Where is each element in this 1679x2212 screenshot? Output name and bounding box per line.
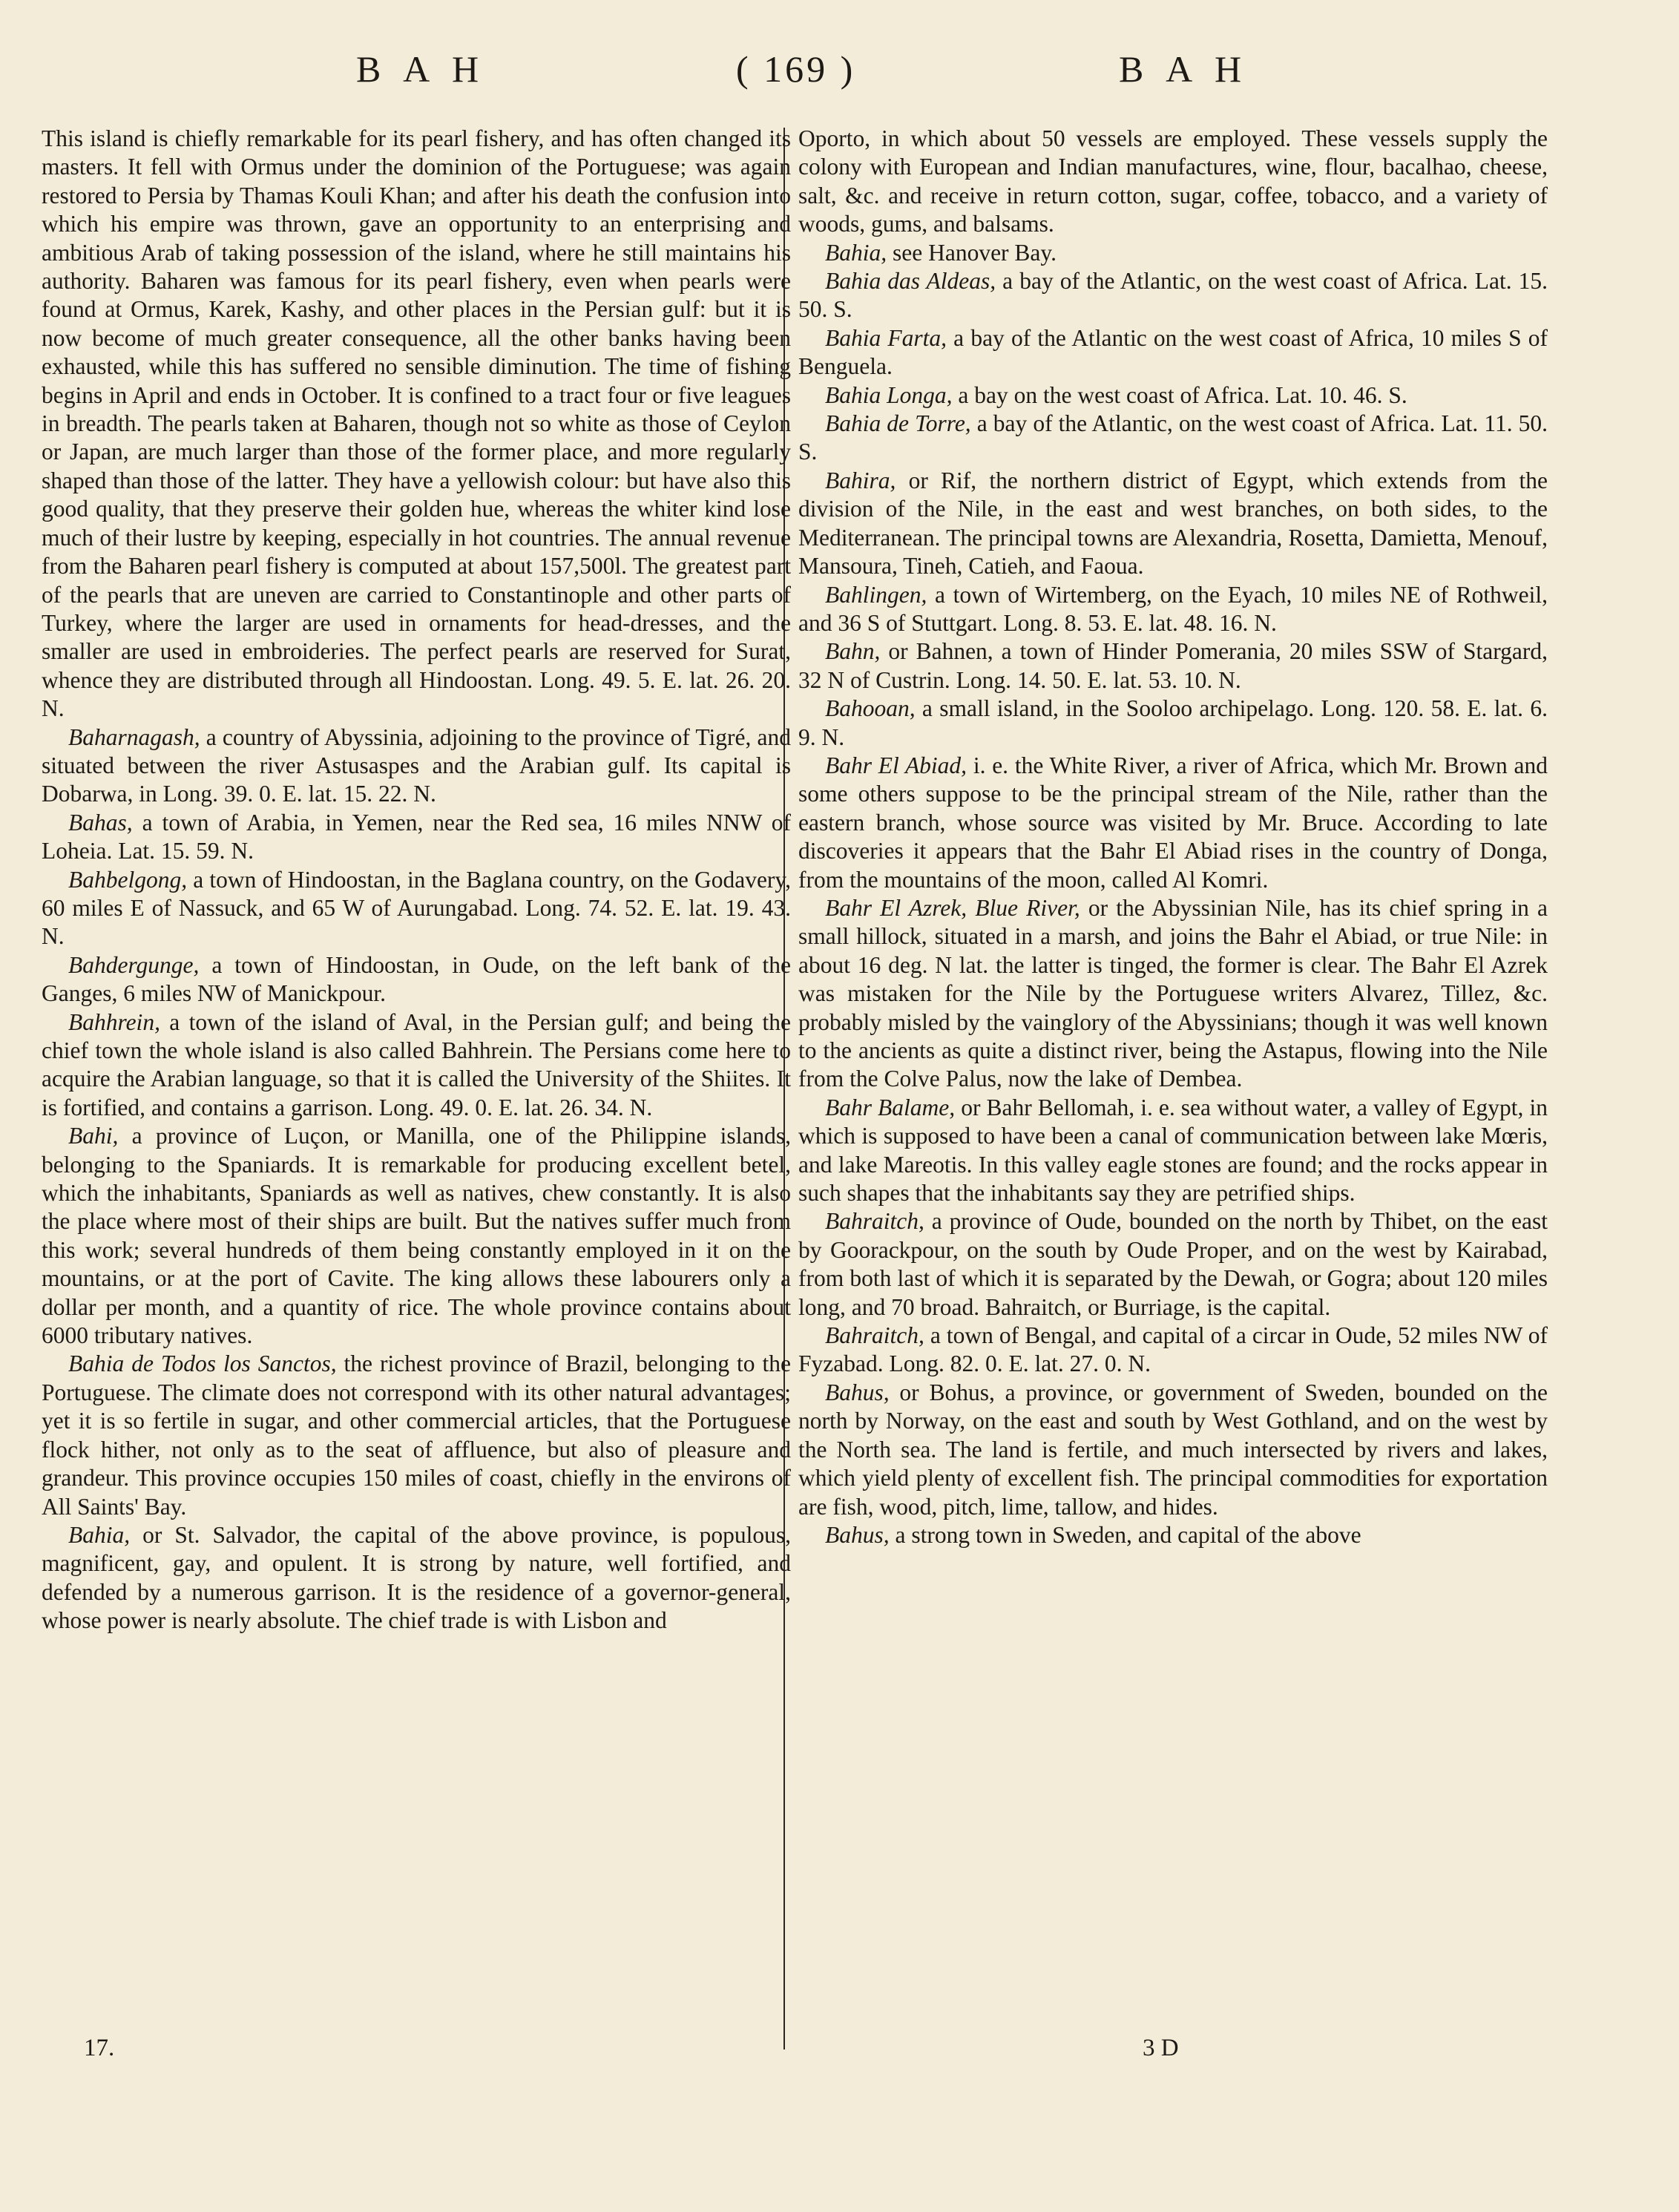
entry-text: a bay on the west coast of Africa. Lat. 10. 46. S. — [952, 381, 1407, 408]
entry — [798, 467, 1548, 581]
entry-headword: Bahlingen, — [825, 581, 927, 608]
entry — [42, 809, 791, 866]
entry-headword: Baharnagash, — [68, 723, 200, 750]
entry — [42, 1521, 791, 1635]
entry-headword: Bahraitch, — [825, 1322, 924, 1349]
page-number: ( 169 ) — [736, 48, 856, 90]
entry-headword: Bahia, — [825, 239, 887, 266]
entry — [798, 1094, 1548, 1208]
entry-text: or Bohus, a province, or government of Sweden, bounded on the north by Norway, on the east and south by West Gothland, and on the west by the North sea. The land is fertile, and much intersected by rivers and lakes, which yield plenty of excellent fish. The principal commodities for exportation are fish, wood, pitch, lime, tallow, and hides. — [798, 1379, 1548, 1520]
entry-text: a province of Luçon, or Manilla, one of the Philippine islands, belonging to the Spaniards. It is remarkable for producing excellent betel, which the inhabitants, Spaniards as well as natives, chew constantly. It is also the place where most of their ships are built. But the natives suffer much from this work; several hundreds of them being constantly employed in it on the mountains, or at the port of Cavite. The king allows these labourers only a dollar per month, and a quantity of rice. The whole province contains about 6000 tributary natives. — [42, 1123, 791, 1349]
entry-text: a small island, in the Sooloo archipelago. Long. 120. 58. E. lat. 6. 9. N. — [798, 695, 1548, 750]
entry-text: a bay of the Atlantic, on the west coast of Africa. Lat. 11. 50. S. — [798, 410, 1548, 465]
entry-text: a town of Bengal, and capital of a circar in Oude, 52 miles NW of Fyzabad. Long. 82. 0. E. lat. 27. 0. N. — [798, 1322, 1548, 1377]
entry — [798, 1379, 1548, 1521]
signature-mark-right: 3 D — [1143, 2035, 1179, 2061]
right-column — [798, 125, 1548, 1549]
entry-headword: Bahhrein, — [68, 1008, 160, 1035]
entry-continuation — [798, 125, 1548, 239]
entry-text: a town of Arabia, in Yemen, near the Red sea, 16 miles NNW of Loheia. Lat. 15. 59. N. — [42, 809, 791, 864]
entry — [798, 695, 1548, 752]
entry-headword: Bahas, — [68, 809, 133, 836]
entry — [798, 239, 1548, 267]
entry-text: a bay of the Atlantic, on the west coast of Africa. Lat. 15. 50. S. — [798, 268, 1548, 323]
entry — [42, 723, 791, 809]
signature-mark-left: 17. — [84, 2035, 115, 2061]
entry — [42, 1008, 791, 1123]
entry — [42, 866, 791, 951]
entry — [798, 752, 1548, 894]
entry — [798, 1521, 1548, 1549]
entry-headword: Bahr Balame, — [825, 1094, 956, 1120]
entry — [798, 267, 1548, 324]
entry — [42, 951, 791, 1008]
entry — [798, 410, 1548, 467]
entry-headword: Bahira, — [825, 467, 896, 493]
entry-text: a province of Oude, bounded on the north by Thibet, on the east by Goorackpour, on the south by Oude Proper, and on the west by Kairabad, from both last of which it is separated by the Dewah, or Gogra; about 120 miles long, and 70 broad. Bahraitch, or Burriage, is the capital. — [798, 1208, 1548, 1320]
entry-headword: Bahn, — [825, 638, 881, 665]
entry-text: i. e. the White River, a river of Africa, which Mr. Brown and some others suppose to be the principal stream of the Nile, rather than the eastern branch, whose source was visited by Mr. Bruce. According to late discoveries it appears that the Bahr El Abiad rises in the country of Donga, from the mountains of the moon, called Al Komri. — [798, 752, 1548, 893]
entry-headword: Bahus, — [825, 1379, 890, 1405]
entry-text: or Bahnen, a town of Hinder Pomerania, 20 miles SSW of Stargard, 32 N of Custrin. Long. 14. 50. E. lat. 53. 10. N. — [798, 638, 1548, 693]
entry-text: a strong town in Sweden, and capital of the above — [889, 1521, 1361, 1548]
entry-text: the richest province of Brazil, belonging to the Portuguese. The climate does not correspond with its other natural advantages; yet it is so fertile in sugar, and other commercial articles, that the Portuguese flock hither, not only as to the seat of affluence, but also of pleasure and grandeur. This province occupies 150 miles of coast, chiefly in the environs of All Saints' Bay. — [42, 1350, 791, 1520]
entry-text: a town of Wirtemberg, on the Eyach, 10 miles NE of Rothweil, and 36 S of Stuttgart. Long. 8. 53. E. lat. 48. 16. N. — [798, 581, 1548, 636]
entry-headword: Bahooan, — [825, 695, 916, 722]
entry-headword: Bahia Farta, — [825, 324, 947, 351]
entry-headword: Bahraitch, — [825, 1208, 924, 1235]
entry — [798, 324, 1548, 381]
entry — [798, 1322, 1548, 1379]
entry-headword: Bahr El Abiad, — [825, 752, 967, 778]
entry-headword: Bahia das Aldeas, — [825, 268, 996, 295]
entry-text: a town of Hindoostan, in Oude, on the left bank of the Ganges, 6 miles NW of Manickpour. — [42, 951, 791, 1007]
entry-text: This island is chiefly remarkable for its pearl fishery, and has often changed its masters. It fell with Ormus under the dominion of the Portuguese; was again restored to Persia by Thamas Kouli Khan; and after his death the confusion into which his empire was thrown, gave an opportunity to an enterprising and ambitious Arab of taking possession of the island, where he still maintains his authority. Baharen was famous for its pearl fishery, even when pearls were found at Ormus, Karek, Kashy, and other places in the Persian gulf: but it is now become of much greater consequence, all the other banks having been exhausted, while this has suffered no sensible diminution. The time of fishing begins in April and ends in October. It is confined to a tract four or five leagues in breadth. The pearls taken at Baharen, though not so white as those of Ceylon or Japan, are much larger than those of the former place, and more regularly shaped than those of the latter. They have a yellowish colour: but have also this good quality, that they preserve their golden hue, whereas the whiter kind lose much of their lustre by keeping, especially in hot countries. The annual revenue from the Baharen pearl fishery is computed at about 157,500l. The greatest part of the pearls that are uneven are carried to Constantinople and other parts of Turkey, where the larger are used in ornaments for head-dresses, and the smaller are used in embroideries. The perfect pearls are reserved for Surat, whence they are distributed through all Hindoostan. Long. 49. 5. E. lat. 26. 20. N. — [42, 125, 791, 722]
entry-headword: Bahr El Azrek, Blue River, — [825, 894, 1080, 921]
entry-text: or the Abyssinian Nile, has its chief spring in a small hillock, situated in a marsh, and joins the Bahr el Abiad, or true Nile: in about 16 deg. N lat. the latter is tinged, the former is clear. The Bahr El Azrek was mistaken for the Nile by the Portuguese writers Alvarez, Tillez, &c. probably misled by the vainglory of the Abyssinians; though it was well known to the ancients as quite a distinct river, being the Astapus, flowing into the Nile from the Colve Palus, now the lake of Dembea. — [798, 894, 1548, 1092]
entry — [798, 894, 1548, 1094]
left-column — [42, 125, 791, 1635]
running-head-left: B A H — [356, 48, 487, 90]
entry-text: a town of the island of Aval, in the Persian gulf; and being the chief town the whole island is also called Bahhrein. The Persians come here to acquire the Arabian language, so that it is called the University of the Shiites. It is fortified, and contains a garrison. Long. 49. 0. E. lat. 26. 34. N. — [42, 1008, 791, 1120]
entry — [798, 1207, 1548, 1322]
entry-headword: Bahi, — [68, 1123, 119, 1149]
running-head-right: B A H — [1119, 48, 1249, 90]
entry-text: or St. Salvador, the capital of the above province, is populous, magnificent, gay, and opulent. It is strong by nature, well fortified, and defended by a numerous garrison. It is the residence of a governor-general, whose power is nearly absolute. The chief trade is with Lisbon and — [42, 1521, 791, 1634]
entry-headword: Bahia, — [68, 1521, 131, 1548]
entry-text: see Hanover Bay. — [887, 239, 1057, 266]
entry-text: or Rif, the northern district of Egypt, which extends from the division of the Nile, in the east and west branches, on both sides, to the Mediterranean. The principal towns are Alexandria, Rosetta, Damietta, Menouf, Mansoura, Tineh, Catieh, and Faoua. — [798, 467, 1548, 580]
entry-headword: Bahus, — [825, 1521, 890, 1548]
entry — [42, 1122, 791, 1350]
entry-text: a country of Abyssinia, adjoining to the province of Tigré, and situated between the river Astusaspes and the Arabian gulf. Its capital is Dobarwa, in Long. 39. 0. E. lat. 15. 22. N. — [42, 723, 791, 807]
entry-headword: Bahdergunge, — [68, 951, 200, 978]
entry — [42, 1350, 791, 1520]
entry — [798, 637, 1548, 695]
entry-text: Oporto, in which about 50 vessels are employed. These vessels supply the colony with European and Indian manufactures, wine, flour, bacalhao, cheese, salt, &c. and receive in return cotton, sugar, coffee, tobacco, and a variety of woods, gums, and balsams. — [798, 125, 1548, 237]
entry-headword: Bahbelgong, — [68, 866, 188, 893]
entry — [798, 581, 1548, 638]
entry-text: a bay of the Atlantic on the west coast of Africa, 10 miles S of Benguela. — [798, 324, 1548, 380]
entry — [798, 381, 1548, 410]
entry-text: a town of Hindoostan, in the Baglana country, on the Godavery, 60 miles E of Nassuck, and 65 W of Aurungabad. Long. 74. 52. E. lat. 19. 43. N. — [42, 866, 791, 950]
entry-headword: Bahia de Todos los Sanctos, — [68, 1350, 337, 1377]
entry-text: or Bahr Bellomah, i. e. sea without water, a valley of Egypt, in which is supposed to have been a canal of communication between lake Mœris, and lake Mareotis. In this valley eagle stones are found; and the rocks appear in such shapes that the inhabitants say they are petrified ships. — [798, 1094, 1548, 1207]
entry-headword: Bahia Longa, — [825, 381, 953, 408]
entry-continuation — [42, 125, 791, 723]
entry-headword: Bahia de Torre, — [825, 410, 971, 437]
